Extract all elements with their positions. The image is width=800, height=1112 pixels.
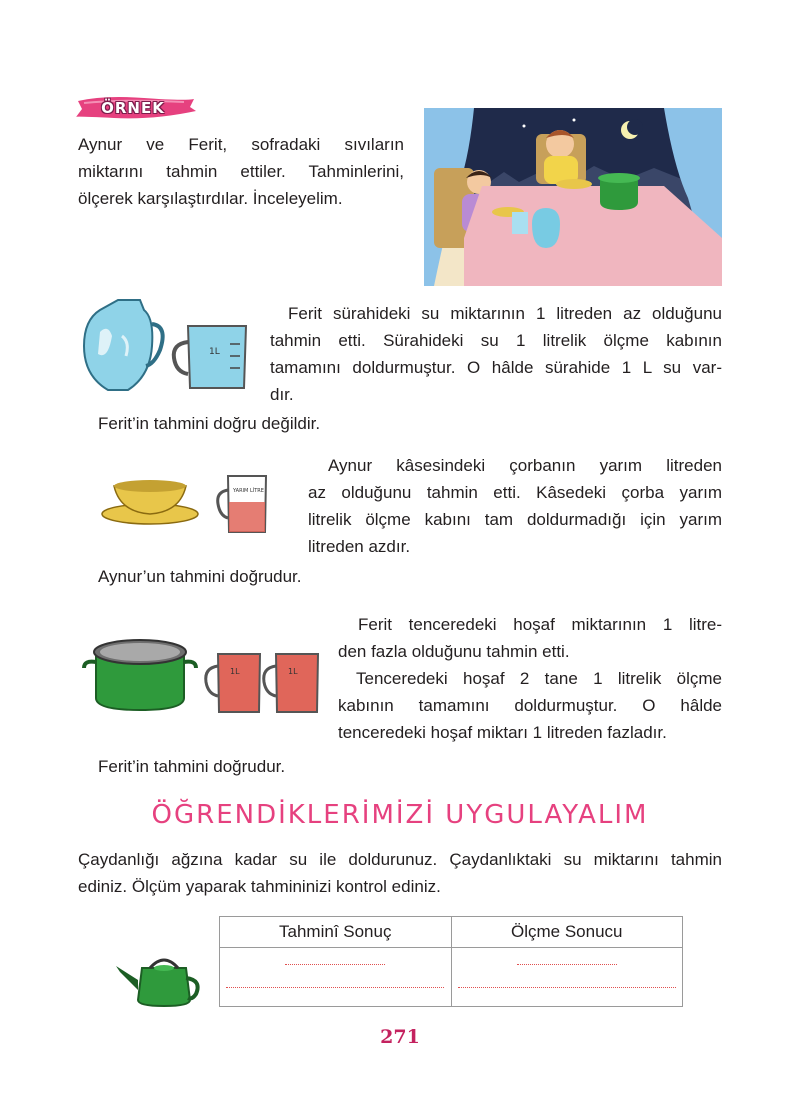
estimate-answer-blank[interactable]	[220, 948, 452, 1007]
cup-label: 1L	[209, 347, 220, 357]
example-badge	[74, 93, 198, 123]
cup-label: 1L	[288, 667, 298, 676]
example3-line: Ferit tenceredeki hoşaf miktarının 1 litre-	[358, 615, 722, 634]
result-table	[219, 916, 683, 1007]
task-line: Çaydanlığı ağzına kadar su ile doldurunuz. Çaydanlıktaki su miktarını tahmin	[78, 850, 722, 869]
intro-paragraph	[78, 131, 404, 212]
example3-text	[338, 611, 722, 746]
answer-dotted-line	[517, 960, 617, 965]
example3-line: tenceredeki hoşaf miktarı 1 litreden fazladır.	[338, 723, 667, 742]
table-header-row	[220, 917, 683, 948]
intro-line: ölçerek karşılaştırdılar. İnceleyelim.	[78, 189, 343, 208]
example2-line: litreden azdır.	[308, 537, 411, 556]
example3-conclusion: Ferit’in tahmini doğrudur.	[98, 757, 286, 776]
example2-conclusion: Aynur’un tahmini doğrudur.	[98, 567, 302, 586]
example1-text	[270, 300, 722, 408]
intro-line: Aynur ve Ferit, sofradaki sıvıların	[78, 135, 404, 154]
page-number: 271	[380, 1026, 420, 1048]
task-line: ediniz. Ölçüm yaparak tahmininizi kontrol ediniz.	[78, 877, 441, 896]
example1-conclusion: Ferit’in tahmini doğru değildir.	[98, 414, 321, 433]
example1-line: dır.	[270, 385, 294, 404]
example3-line: Tenceredeki hoşaf 2 tane 1 litrelik ölçme	[356, 669, 722, 688]
example1-line: Ferit sürahideki su miktarının 1 litreden az olduğunu	[288, 304, 722, 323]
jug-and-measuring-cup	[78, 296, 256, 394]
example2-line: litrelik ölçme kabını tam doldurmadığı için yarım	[308, 510, 722, 529]
answer-dotted-line	[226, 983, 444, 988]
intro-line: miktarını tahmin ettiler. Tahminlerini,	[78, 162, 404, 181]
badge-label: ÖRNEK	[101, 99, 165, 117]
example2-line: az olduğunu tahmin etti. Kâsedeki çorba yarım	[308, 483, 722, 502]
bowl-and-half-liter-cup	[100, 464, 270, 536]
section-heading: ÖĞRENDİKLERİMİZİ UYGULAYALIM	[151, 800, 649, 830]
task-paragraph	[78, 846, 722, 900]
cup-label: YARIM LİTRE	[233, 488, 264, 494]
measurement-answer-blank[interactable]	[451, 948, 683, 1007]
kettle-icon	[112, 950, 206, 1010]
example3-line: den fazla olduğunu tahmin etti.	[338, 642, 570, 661]
answer-dotted-line	[285, 960, 385, 965]
example3-line: kabının tamamını doldurmuştur. O hâlde	[338, 696, 722, 715]
dinner-scene-illustration	[424, 108, 722, 286]
pot-and-two-measuring-cups	[80, 628, 320, 714]
example1-line: tahmin etti. Sürahideki su 1 litrelik ölçme kabının	[270, 331, 722, 350]
cup-label: 1L	[230, 667, 240, 676]
example2-line: Aynur kâsesindeki çorbanın yarım litreden	[328, 456, 722, 475]
example2-text	[308, 452, 722, 560]
answer-dotted-line	[458, 983, 676, 988]
header-measured-result: Ölçme Sonucu	[451, 917, 683, 948]
table-row	[220, 948, 683, 1007]
header-estimated-result: Tahminî Sonuç	[220, 917, 452, 948]
example1-line: tamamını doldurmuştur. O hâlde sürahide 1 L su var-	[270, 358, 722, 377]
